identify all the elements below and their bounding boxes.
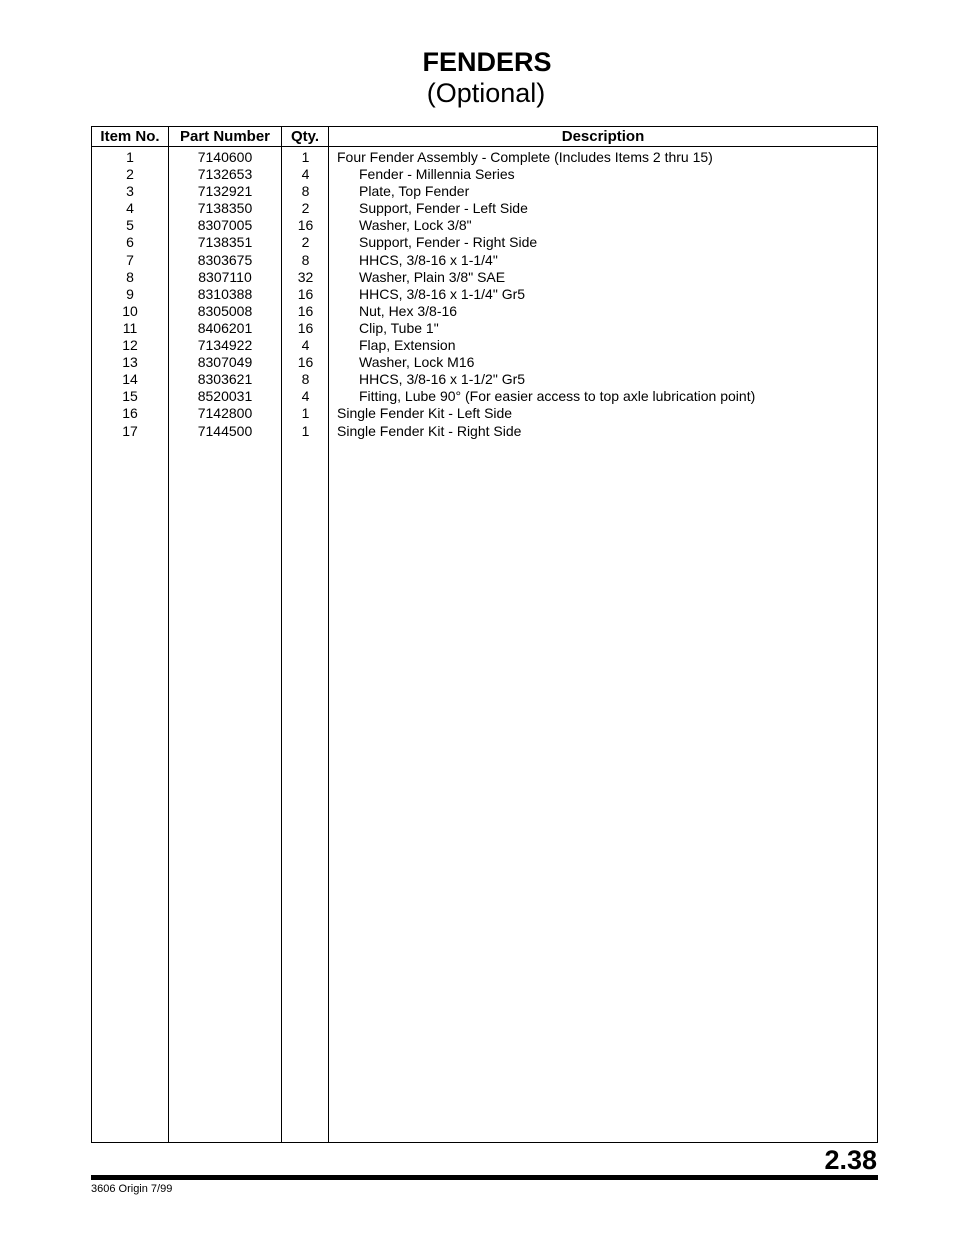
description-cell: Single Fender Kit - Right Side <box>337 422 522 439</box>
item-number-cell: 13 <box>122 354 138 371</box>
description-cell: Washer, Lock 3/8" <box>359 217 472 234</box>
part-number-cell: 7138350 <box>197 200 253 217</box>
table-body <box>92 149 877 440</box>
part-number-cell: 7138351 <box>197 234 253 251</box>
table-row <box>92 337 877 354</box>
item-number-cell: 3 <box>126 183 134 200</box>
item-number-cell: 10 <box>122 302 138 319</box>
table-row <box>92 320 877 337</box>
item-number-cell: 9 <box>126 285 134 302</box>
header-item-no: Item No. <box>100 128 160 145</box>
description-cell: Nut, Hex 3/8-16 <box>359 302 458 319</box>
footer-rule <box>91 1175 878 1180</box>
quantity-cell: 8 <box>301 183 310 200</box>
item-number-cell: 5 <box>126 217 134 234</box>
table-row <box>92 183 877 200</box>
item-number-cell: 2 <box>126 166 134 183</box>
table-row <box>92 405 877 422</box>
table-row <box>92 388 877 405</box>
description-cell: Four Fender Assembly - Complete (Includes Items 2 thru 15) <box>337 149 713 165</box>
description-cell: Support, Fender - Right Side <box>359 234 538 251</box>
description-cell: HHCS, 3/8-16 x 1-1/4" <box>359 251 498 268</box>
part-number-cell: 8303675 <box>197 251 253 268</box>
quantity-cell: 4 <box>301 337 310 354</box>
table-row <box>92 371 877 388</box>
description-cell: Washer, Lock M16 <box>359 354 475 371</box>
quantity-cell: 16 <box>297 319 314 336</box>
table-row <box>92 423 877 440</box>
table-row <box>92 252 877 269</box>
quantity-cell: 1 <box>301 405 310 422</box>
item-number-cell: 17 <box>122 422 138 439</box>
page-subtitle: (Optional) <box>426 78 546 108</box>
part-number-cell: 7132921 <box>197 183 253 200</box>
item-number-cell: 16 <box>122 405 138 422</box>
quantity-cell: 16 <box>297 285 314 302</box>
quantity-cell: 16 <box>297 354 314 371</box>
parts-table <box>91 126 878 1143</box>
description-cell: Fitting, Lube 90° (For easier access to top axle lubrication point) <box>359 388 756 405</box>
part-number-cell: 8307049 <box>197 354 253 371</box>
part-number-cell: 8305008 <box>197 302 253 319</box>
table-row <box>92 269 877 286</box>
quantity-cell: 8 <box>301 371 310 388</box>
description-cell: Support, Fender - Left Side <box>359 200 528 217</box>
quantity-cell: 2 <box>301 200 310 217</box>
description-cell: Flap, Extension <box>359 337 456 354</box>
description-cell: Fender - Millennia Series <box>359 166 515 183</box>
item-number-cell: 6 <box>126 234 134 251</box>
part-number-cell: 7140600 <box>197 149 253 165</box>
header-divider <box>92 146 877 147</box>
table-row <box>92 303 877 320</box>
description-cell: Clip, Tube 1" <box>359 319 439 336</box>
quantity-cell: 16 <box>297 302 314 319</box>
part-number-cell: 7142800 <box>197 405 253 422</box>
quantity-cell: 4 <box>301 388 310 405</box>
quantity-cell: 16 <box>297 217 314 234</box>
description-cell: HHCS, 3/8-16 x 1-1/4" Gr5 <box>359 285 526 302</box>
part-number-cell: 8406201 <box>197 319 253 336</box>
part-number-cell: 8310388 <box>197 285 253 302</box>
part-number-cell: 7144500 <box>197 422 253 439</box>
item-number-cell: 8 <box>126 268 134 285</box>
table-row <box>92 200 877 217</box>
header-description: Description <box>561 128 645 145</box>
quantity-cell: 1 <box>301 149 310 165</box>
item-number-cell: 7 <box>126 251 134 268</box>
description-cell: HHCS, 3/8-16 x 1-1/2" Gr5 <box>359 371 526 388</box>
quantity-cell: 8 <box>301 251 310 268</box>
page-title: FENDERS <box>422 47 552 77</box>
quantity-cell: 32 <box>297 268 314 285</box>
quantity-cell: 4 <box>301 166 310 183</box>
item-number-cell: 11 <box>122 319 138 336</box>
part-number-cell: 8307110 <box>198 268 252 285</box>
description-cell: Single Fender Kit - Left Side <box>337 405 513 422</box>
table-row <box>92 354 877 371</box>
header-qty: Qty. <box>290 128 320 145</box>
page-number: 2.38 <box>824 1145 877 1175</box>
table-row <box>92 166 877 183</box>
table-row <box>92 149 877 166</box>
quantity-cell: 1 <box>301 422 310 439</box>
item-number-cell: 14 <box>122 371 138 388</box>
part-number-cell: 7134922 <box>197 337 253 354</box>
description-cell: Plate, Top Fender <box>359 183 470 200</box>
part-number-cell: 8307005 <box>197 217 253 234</box>
quantity-cell: 2 <box>301 234 310 251</box>
item-number-cell: 4 <box>126 200 134 217</box>
part-number-cell: 8303621 <box>197 371 253 388</box>
description-cell: Washer, Plain 3/8" SAE <box>359 268 506 285</box>
table-row <box>92 234 877 251</box>
part-number-cell: 7132653 <box>197 166 253 183</box>
footer-text: 3606 Origin 7/99 <box>91 1183 173 1195</box>
table-row <box>92 217 877 234</box>
item-number-cell: 12 <box>122 337 138 354</box>
header-part-number: Part Number <box>179 128 271 145</box>
item-number-cell: 15 <box>122 388 138 405</box>
item-number-cell: 1 <box>126 149 134 165</box>
part-number-cell: 8520031 <box>197 388 253 405</box>
table-row <box>92 286 877 303</box>
